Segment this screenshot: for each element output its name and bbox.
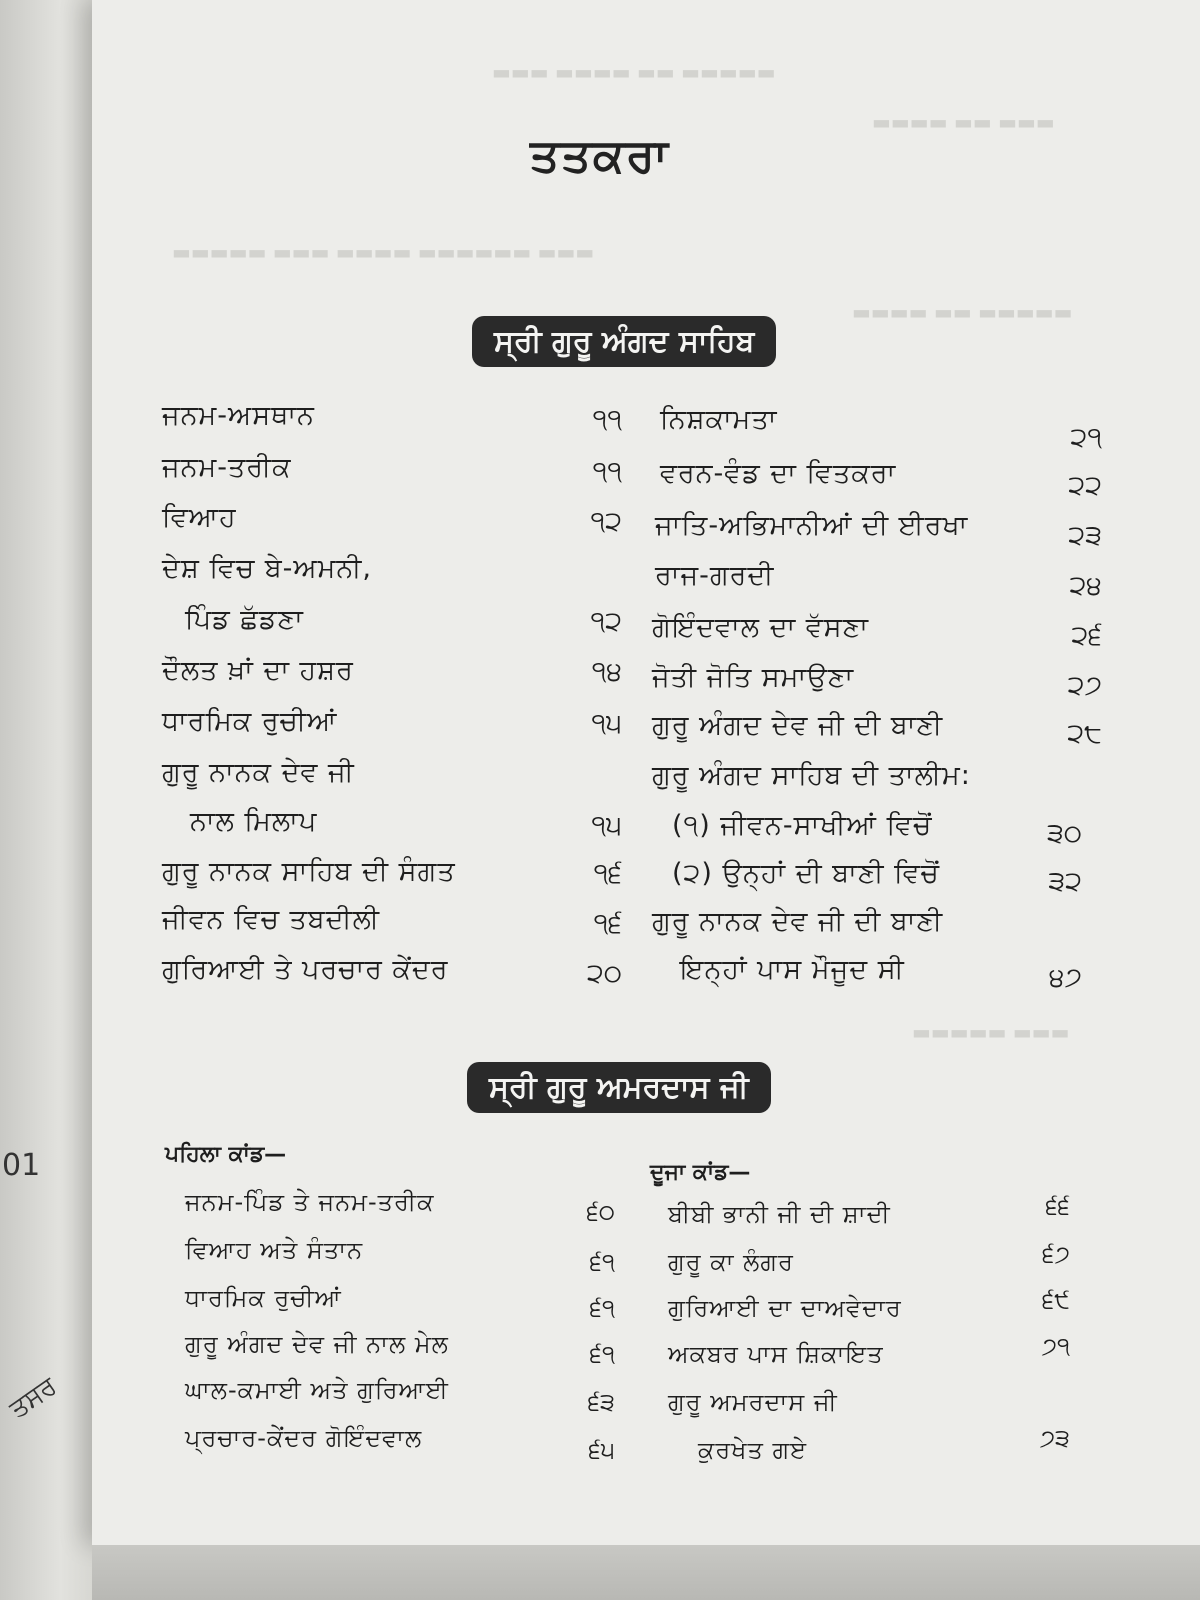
toc-entry: ਰਾਜ-ਗਰਦੀ xyxy=(655,560,775,591)
toc-page-number: ੭੧ xyxy=(1041,1332,1070,1360)
toc-entry: ਗੁਰੂ ਨਾਨਕ ਦੇਵ ਜੀ xyxy=(162,757,355,788)
toc-page-number: ੭੩ xyxy=(1039,1424,1070,1452)
toc-page-number: ੧੫ xyxy=(591,810,622,841)
bleed-through-line: ▬▬▬ ▬▬▬▬ ▬▬ ▬▬▬▬▬ xyxy=(492,60,776,84)
toc-entry: ਜਨਮ-ਅਸਥਾਨ xyxy=(162,400,315,431)
toc-entry: ਘਾਲ-ਕਮਾਈ ਅਤੇ ਗੁਰਿਆਈ xyxy=(185,1376,449,1404)
bleed-through-line: ▬▬▬▬ ▬▬ ▬▬▬▬▬ xyxy=(852,300,1073,324)
toc-page-number: ੬੧ xyxy=(589,1248,615,1276)
toc-page-number: ੩੦ xyxy=(1047,818,1082,849)
toc-entry: ਗੋਇੰਦਵਾਲ ਦਾ ਵੱਸਣਾ xyxy=(652,612,869,643)
toc-entry: ਗੁਰੂ ਕਾ ਲੰਗਰ xyxy=(668,1248,794,1276)
toc-page-number: ੧੧ xyxy=(592,456,622,487)
part-label-first: ਪਹਿਲਾ ਕਾਂਡ— xyxy=(165,1142,287,1167)
toc-page-number: ੨੭ xyxy=(1067,670,1102,701)
toc-entry: ਵਿਆਹ xyxy=(162,502,237,533)
toc-entry: ਗੁਰੂ ਨਾਨਕ ਸਾਹਿਬ ਦੀ ਸੰਗਤ xyxy=(162,856,456,887)
toc-page-number: ੬੯ xyxy=(1042,1286,1070,1314)
toc-page-number: ੧੬ xyxy=(593,858,622,889)
toc-page-number: ੬੬ xyxy=(1045,1192,1070,1220)
toc-page-number: ੪੭ xyxy=(1049,962,1082,993)
toc-page-number: ੬੫ xyxy=(588,1436,615,1464)
toc-entry: ਪ੍ਰਚਾਰ-ਕੇਂਦਰ ਗੋਇੰਦਵਾਲ xyxy=(185,1424,423,1452)
toc-page-number: ੨੪ xyxy=(1069,570,1102,601)
bleed-through-line: ▬▬▬▬ ▬▬ ▬▬▬ xyxy=(872,110,1055,134)
toc-page-number: ੧੨ xyxy=(590,506,622,537)
toc-page-number: ੨੩ xyxy=(1068,520,1102,551)
page-title: ਤਤਕਰਾ xyxy=(530,128,670,182)
toc-entry: ਗੁਰਿਆਈ ਤੇ ਪਰਚਾਰ ਕੇਂਦਰ xyxy=(162,954,449,985)
toc-subentry: (੧) ਜੀਵਨ-ਸਾਖੀਆਂ ਵਿਚੋਂ xyxy=(672,810,933,841)
toc-entry: ਜੀਵਨ ਵਿਚ ਤਬਦੀਲੀ xyxy=(162,904,381,935)
toc-page-number: ੧੨ xyxy=(590,606,622,637)
toc-subentry: (੨) ਉਨ੍ਹਾਂ ਦੀ ਬਾਣੀ ਵਿਚੋਂ xyxy=(672,858,940,889)
toc-entry: ਗੁਰੂ ਨਾਨਕ ਦੇਵ ਜੀ ਦੀ ਬਾਣੀ xyxy=(652,906,944,937)
toc-entry-continuation: ਪਿੰਡ ਛੱਡਣਾ xyxy=(185,604,304,635)
adjacent-page-edge xyxy=(0,0,100,1600)
adjacent-page-fragment: ਤਸਰ xyxy=(4,1371,63,1425)
bleed-through-line: ▬▬▬▬▬ ▬▬▬ xyxy=(912,1020,1070,1044)
toc-entry: ਗੁਰਿਆਈ ਦਾ ਦਾਅਵੇਦਾਰ xyxy=(668,1294,902,1322)
part-label-second: ਦੂਜਾ ਕਾਂਡ— xyxy=(650,1160,751,1185)
toc-page-number: ੨੧ xyxy=(1070,422,1102,453)
toc-entry: ਦੇਸ਼ ਵਿਚ ਬੇ-ਅਮਨੀ, xyxy=(162,553,372,584)
toc-entry: ਧਾਰਮਿਕ ਰੁਚੀਆਂ xyxy=(162,706,338,737)
toc-page-number: ੬੧ xyxy=(589,1340,615,1368)
toc-entry: ਧਾਰਮਿਕ ਰੁਚੀਆਂ xyxy=(185,1284,342,1312)
section-heading-amardas: ਸ੍ਰੀ ਗੁਰੂ ਅਮਰਦਾਸ ਜੀ xyxy=(467,1062,771,1113)
toc-entry: ਗੁਰੂ ਅੰਗਦ ਸਾਹਿਬ ਦੀ ਤਾਲੀਮ: xyxy=(652,760,971,791)
toc-entry: ਵਿਆਹ ਅਤੇ ਸੰਤਾਨ xyxy=(185,1236,364,1264)
toc-entry: ਜੋਤੀ ਜੋਤਿ ਸਮਾਉਣਾ xyxy=(652,662,855,693)
toc-entry: ਅਕਬਰ ਪਾਸ ਸ਼ਿਕਾਇਤ xyxy=(668,1340,884,1368)
page-bottom-edge xyxy=(92,1545,1200,1600)
toc-entry: ਗੁਰੂ ਅਮਰਦਾਸ ਜੀ xyxy=(668,1388,838,1416)
toc-page-number: ੬੭ xyxy=(1042,1240,1070,1268)
toc-entry: ਨਿਸ਼ਕਾਮਤਾ xyxy=(660,404,778,435)
toc-entry: ਬੀਬੀ ਭਾਨੀ ਜੀ ਦੀ ਸ਼ਾਦੀ xyxy=(668,1200,891,1228)
toc-entry: ਜਨਮ-ਪਿੰਡ ਤੇ ਜਨਮ-ਤਰੀਕ xyxy=(185,1188,435,1216)
toc-entry: ਜਾਤਿ-ਅਭਿਮਾਨੀਆਂ ਦੀ ਈਰਖਾ xyxy=(655,510,969,541)
adjacent-page-number: 01 xyxy=(2,1148,41,1183)
toc-page-number: ੨੮ xyxy=(1067,718,1102,749)
toc-entry-continuation: ਨਾਲ ਮਿਲਾਪ xyxy=(190,806,318,837)
toc-page-number: ੬੩ xyxy=(587,1388,615,1416)
toc-page-number: ੧੧ xyxy=(592,404,622,435)
toc-page-number: ੬੧ xyxy=(589,1294,615,1322)
toc-entry: ਗੁਰੂ ਅੰਗਦ ਦੇਵ ਜੀ ਨਾਲ ਮੇਲ xyxy=(185,1330,449,1358)
toc-entry: ਵਰਨ-ਵੰਡ ਦਾ ਵਿਤਕਰਾ xyxy=(660,458,897,489)
toc-page-number: ੧੬ xyxy=(593,908,622,939)
toc-page-number: ੨੨ xyxy=(1068,470,1102,501)
toc-page-number: ੨੬ xyxy=(1071,620,1102,651)
bleed-through-line: ▬▬▬▬▬ ▬▬▬ ▬▬▬▬ ▬▬▬▬▬▬ ▬▬▬ xyxy=(172,240,595,264)
toc-page-number: ੩੨ xyxy=(1048,866,1082,897)
section-heading-angad: ਸ੍ਰੀ ਗੁਰੂ ਅੰਗਦ ਸਾਹਿਬ xyxy=(472,316,776,367)
toc-entry: ਗੁਰੂ ਅੰਗਦ ਦੇਵ ਜੀ ਦੀ ਬਾਣੀ xyxy=(652,710,944,741)
toc-page-number: ੬੦ xyxy=(586,1198,615,1226)
toc-entry: ਦੌਲਤ ਖ਼ਾਂ ਦਾ ਹਸ਼ਰ xyxy=(162,655,354,686)
toc-entry-continuation: ਇਨ੍ਹਾਂ ਪਾਸ ਮੌਜੂਦ ਸੀ xyxy=(680,954,905,985)
toc-page-number: ੨੦ xyxy=(587,958,622,989)
toc-page-number: ੧੪ xyxy=(591,656,622,687)
toc-entry-continuation: ਕੁਰਖੇਤ ਗਏ xyxy=(698,1436,808,1464)
toc-entry: ਜਨਮ-ਤਰੀਕ xyxy=(162,452,292,483)
toc-page-number: ੧੫ xyxy=(591,708,622,739)
